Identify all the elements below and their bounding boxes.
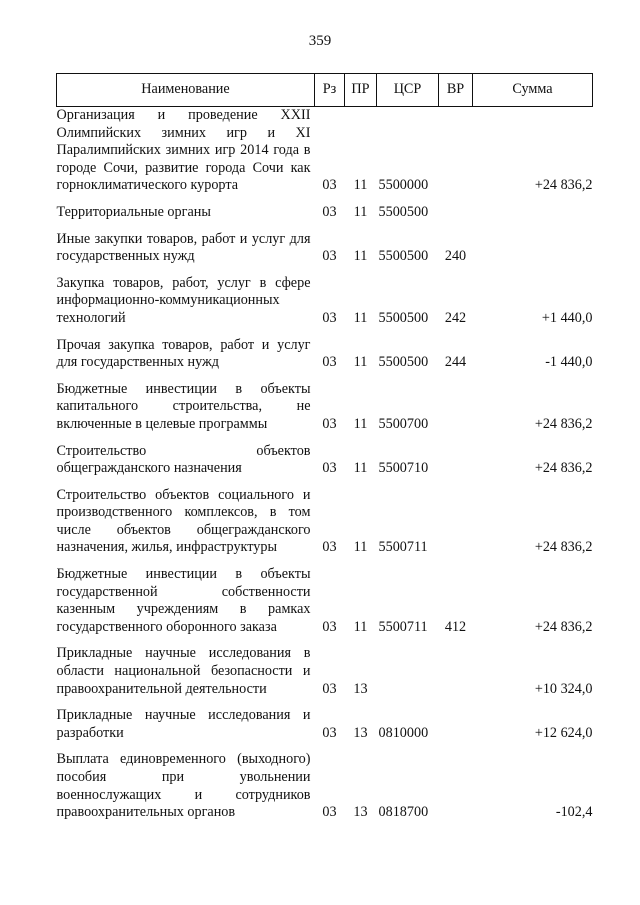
column-header-rz: Рз bbox=[315, 74, 345, 107]
table-row bbox=[57, 375, 593, 437]
row-vr bbox=[439, 437, 473, 481]
table-row bbox=[57, 107, 593, 198]
table-header-row bbox=[57, 74, 593, 107]
row-pr: 11 bbox=[353, 415, 368, 432]
table-row bbox=[57, 481, 593, 560]
table-row bbox=[57, 225, 593, 269]
row-rz: 03 bbox=[322, 248, 337, 265]
row-name: Закупка товаров, работ, услуг в сфере информационно-коммуникационных технологий bbox=[56, 274, 311, 326]
row-sum: +1 440,0 bbox=[541, 309, 593, 326]
row-pr: 13 bbox=[353, 804, 368, 821]
page-number: 359 bbox=[308, 33, 332, 49]
row-sum bbox=[473, 198, 593, 225]
row-pr: 11 bbox=[353, 539, 368, 556]
row-name: Бюджетные инвестиции в объекты капитального строительства, не включенные в целевые программы bbox=[56, 380, 311, 432]
row-vr: 244 bbox=[444, 354, 467, 371]
row-name: Прочая закупка товаров, работ и услуг для государственных нужд bbox=[56, 336, 311, 371]
row-sum: +10 324,0 bbox=[534, 680, 593, 697]
row-rz: 03 bbox=[322, 415, 337, 432]
row-rz: 03 bbox=[322, 804, 337, 821]
row-pr: 11 bbox=[353, 177, 368, 194]
column-header-sum: Сумма bbox=[473, 74, 593, 107]
row-pr: 13 bbox=[353, 680, 368, 697]
row-csr: 5500000 bbox=[378, 177, 429, 194]
row-rz: 03 bbox=[322, 680, 337, 697]
row-vr: 242 bbox=[444, 309, 467, 326]
row-sum: +24 836,2 bbox=[534, 618, 593, 635]
row-csr: 5500500 bbox=[378, 203, 429, 220]
row-csr: 0818700 bbox=[378, 804, 429, 821]
row-rz: 03 bbox=[322, 309, 337, 326]
row-vr: 240 bbox=[444, 248, 467, 265]
row-rz: 03 bbox=[322, 460, 337, 477]
table-row bbox=[57, 198, 593, 225]
row-pr: 11 bbox=[353, 354, 368, 371]
row-sum: +24 836,2 bbox=[534, 460, 593, 477]
column-header-csr: ЦСР bbox=[377, 74, 439, 107]
table-row bbox=[57, 745, 593, 824]
row-csr: 5500711 bbox=[378, 539, 428, 556]
row-sum: -102,4 bbox=[555, 804, 593, 821]
table-row bbox=[57, 639, 593, 701]
row-name: Иные закупки товаров, работ и услуг для государственных нужд bbox=[56, 230, 311, 265]
row-name: Строительство объектов общегражданского назначения bbox=[56, 442, 311, 477]
row-vr bbox=[439, 198, 473, 225]
row-name: Строительство объектов социального и производственного комплексов, в том числе объектов общегражданского назначения, жилья, инфраструктуры bbox=[56, 486, 311, 556]
row-csr: 5500700 bbox=[378, 415, 429, 432]
row-pr: 11 bbox=[353, 309, 368, 326]
row-name: Выплата единовременного (выходного) пособия при увольнении военнослужащих и сотрудников правоохранительных органов bbox=[56, 751, 311, 821]
row-csr: 5500500 bbox=[378, 248, 429, 265]
row-pr: 13 bbox=[353, 724, 368, 741]
table-row bbox=[57, 331, 593, 375]
row-csr: 5500710 bbox=[378, 460, 429, 477]
row-sum: +24 836,2 bbox=[534, 177, 593, 194]
row-rz: 03 bbox=[322, 354, 337, 371]
row-name: Территориальные органы bbox=[56, 203, 211, 220]
row-vr bbox=[439, 481, 473, 560]
row-sum: +12 624,0 bbox=[534, 724, 593, 741]
row-pr: 11 bbox=[353, 248, 368, 265]
row-vr bbox=[439, 375, 473, 437]
row-rz: 03 bbox=[322, 539, 337, 556]
row-sum: -1 440,0 bbox=[545, 354, 593, 371]
row-name: Бюджетные инвестиции в объекты государственной собственности казенным учреждениям в рамках государственного оборонного заказа bbox=[56, 566, 311, 635]
row-name: Прикладные научные исследования в области национальной безопасности и правоохранительной деятельности bbox=[56, 645, 311, 697]
row-rz: 03 bbox=[322, 203, 337, 220]
row-vr bbox=[439, 701, 473, 745]
table-row bbox=[57, 437, 593, 481]
row-sum: +24 836,2 bbox=[534, 415, 593, 432]
row-rz: 03 bbox=[322, 618, 337, 635]
column-header-name: Наименование bbox=[57, 74, 315, 107]
row-sum: +24 836,2 bbox=[534, 539, 593, 556]
row-rz: 03 bbox=[322, 724, 337, 741]
row-pr: 11 bbox=[353, 203, 368, 220]
row-csr: 5500500 bbox=[378, 309, 429, 326]
row-name: Прикладные научные исследования и разработки bbox=[56, 707, 311, 741]
row-vr bbox=[439, 107, 473, 198]
row-vr bbox=[439, 745, 473, 824]
table-row bbox=[57, 269, 593, 331]
row-pr: 11 bbox=[353, 460, 368, 477]
row-name: Организация и проведение XXII Олимпийских зимних игр и XI Паралимпийских зимних игр 2014 года в городе Сочи, развитие города Сочи как горноклиматического курорта bbox=[56, 107, 311, 194]
table-row bbox=[57, 701, 593, 745]
row-rz: 03 bbox=[322, 177, 337, 194]
row-vr bbox=[439, 639, 473, 701]
row-sum bbox=[473, 225, 593, 269]
column-header-pr: ПР bbox=[345, 74, 377, 107]
row-csr: 5500500 bbox=[378, 354, 429, 371]
column-header-vr: ВР bbox=[439, 74, 473, 107]
row-csr: 5500711 bbox=[378, 618, 428, 635]
table-row bbox=[57, 560, 593, 639]
row-pr: 11 bbox=[353, 618, 368, 635]
row-csr bbox=[377, 639, 439, 701]
row-csr: 0810000 bbox=[378, 724, 429, 741]
row-vr: 412 bbox=[444, 618, 467, 635]
budget-table bbox=[56, 73, 593, 825]
